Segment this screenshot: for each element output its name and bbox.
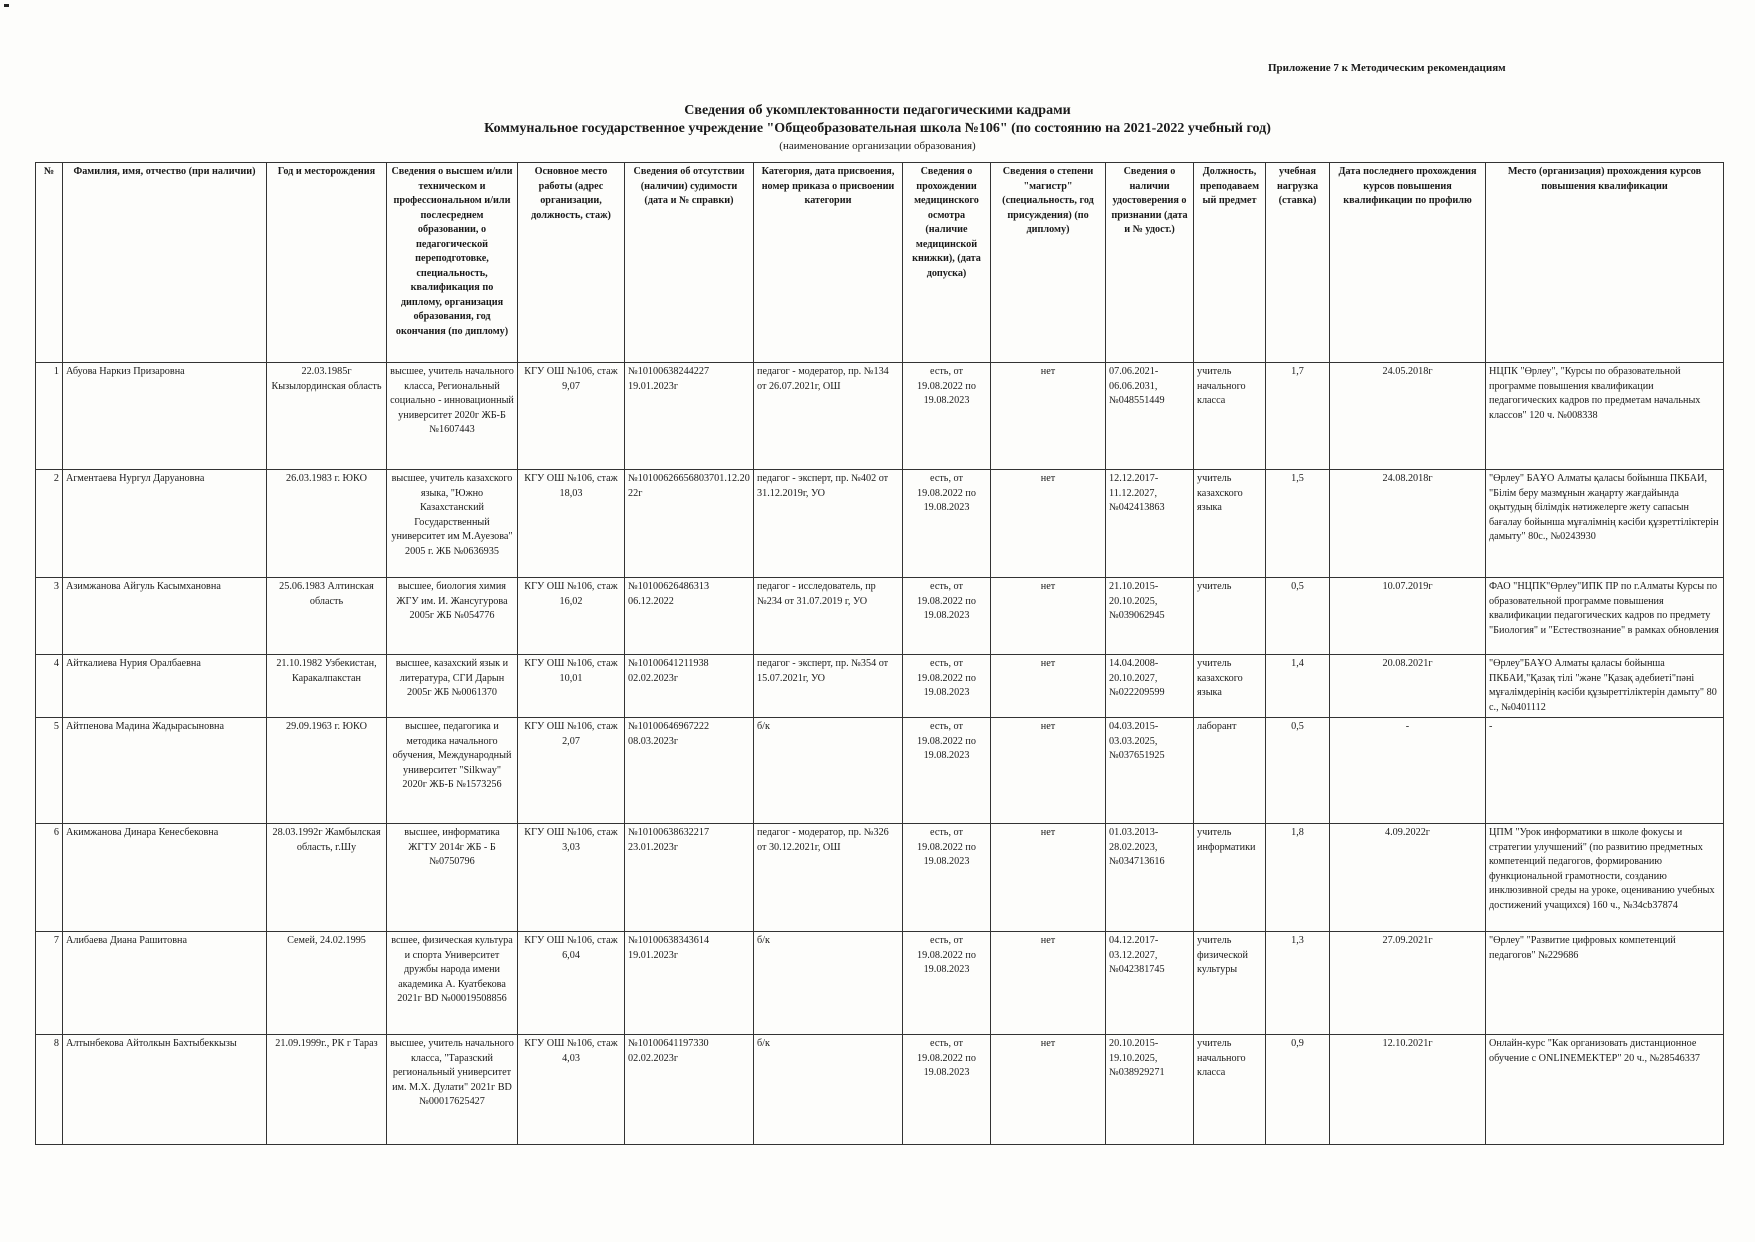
cell-number: 2 bbox=[36, 470, 63, 578]
cell-certificate: 14.04.2008-20.10.2027, №022209599 bbox=[1106, 655, 1194, 718]
cell-load: 1,4 bbox=[1266, 655, 1330, 718]
cell-master: нет bbox=[991, 363, 1106, 470]
cell-name: Азимжанова Айгуль Касымхановна bbox=[63, 578, 267, 655]
cell-education: всшее, физическая культура и спорта Университет дружбы народа имени академика А. Куатбекова 2021г BD №00019508856 bbox=[387, 932, 518, 1035]
table-row bbox=[36, 932, 1724, 1035]
cell-load: 1,7 bbox=[1266, 363, 1330, 470]
col-header-course-place: Место (организация) прохождения курсов повышения квалификации bbox=[1486, 163, 1724, 363]
cell-number: 8 bbox=[36, 1035, 63, 1145]
cell-name: Акимжанова Динара Кенесбековна bbox=[63, 824, 267, 932]
cell-position: учитель казахского языка bbox=[1194, 470, 1266, 578]
cell-load: 1,3 bbox=[1266, 932, 1330, 1035]
cell-master: нет bbox=[991, 932, 1106, 1035]
cell-number: 5 bbox=[36, 718, 63, 824]
cell-medical: есть, от 19.08.2022 по 19.08.2023 bbox=[903, 363, 991, 470]
col-header-certificate: Сведения о наличии удостоверения о признании (дата и № удост.) bbox=[1106, 163, 1194, 363]
cell-course-place: ФАО "НЦПК"Өрлеу"ИПК ПР по г.Алматы Курсы по образовательной программе повышения квалификации педагогических кадров по предмету "Биология" и "Естествознание" в рамках обновления bbox=[1486, 578, 1724, 655]
table-row bbox=[36, 1035, 1724, 1145]
cell-education: высшее, учитель начального класса, "Таразский региональный университет им. М.Х. Дулати" 2021г BD №00017625427 bbox=[387, 1035, 518, 1145]
cell-load: 0,5 bbox=[1266, 718, 1330, 824]
cell-course-date: - bbox=[1330, 718, 1486, 824]
table-row bbox=[36, 718, 1724, 824]
cell-position: учитель bbox=[1194, 578, 1266, 655]
table-row bbox=[36, 655, 1724, 718]
cell-certificate: 20.10.2015-19.10.2025, №038929271 bbox=[1106, 1035, 1194, 1145]
cell-load: 0,9 bbox=[1266, 1035, 1330, 1145]
cell-number: 1 bbox=[36, 363, 63, 470]
cell-workplace: КГУ ОШ №106, стаж 4,03 bbox=[518, 1035, 625, 1145]
cell-master: нет bbox=[991, 655, 1106, 718]
cell-course-date: 27.09.2021г bbox=[1330, 932, 1486, 1035]
cell-position: учитель начального класса bbox=[1194, 363, 1266, 470]
cell-position: учитель информатики bbox=[1194, 824, 1266, 932]
cell-criminal-record: №10100638244227 19.01.2023г bbox=[625, 363, 754, 470]
cell-birth: 29.09.1963 г. ЮКО bbox=[267, 718, 387, 824]
cell-position: учитель физической культуры bbox=[1194, 932, 1266, 1035]
cell-name: Алтынбекова Айтолкын Бахтыбеккызы bbox=[63, 1035, 267, 1145]
cell-course-date: 24.05.2018г bbox=[1330, 363, 1486, 470]
cell-medical: есть, от 19.08.2022 по 19.08.2023 bbox=[903, 932, 991, 1035]
cell-category: педагог - исследователь, пр №234 от 31.07.2019 г, УО bbox=[754, 578, 903, 655]
col-header-birth: Год и месторождения bbox=[267, 163, 387, 363]
cell-name: Айткалиева Нурия Оралбаевна bbox=[63, 655, 267, 718]
cell-course-date: 24.08.2018г bbox=[1330, 470, 1486, 578]
table-header-row bbox=[36, 163, 1724, 363]
cell-certificate: 04.12.2017-03.12.2027, №042381745 bbox=[1106, 932, 1194, 1035]
cell-course-place: - bbox=[1486, 718, 1724, 824]
cell-certificate: 21.10.2015-20.10.2025, №039062945 bbox=[1106, 578, 1194, 655]
cell-criminal-record: №10100626486313 06.12.2022 bbox=[625, 578, 754, 655]
cell-criminal-record: №10100638632217 23.01.2023г bbox=[625, 824, 754, 932]
cell-course-place: "Өрлеу"БАҰО Алматы қаласы бойынша ПКБАИ,"Қазақ тілі "және "Қазақ әдебиеті"пәні мұғалімдерінің кәсіби құзыреттіліктерін дамыту" 80 с., №0401112 bbox=[1486, 655, 1724, 718]
cell-position: учитель начального класса bbox=[1194, 1035, 1266, 1145]
cell-certificate: 04.03.2015-03.03.2025, №037651925 bbox=[1106, 718, 1194, 824]
col-header-medical: Сведения о прохождении медицинского осмотра (наличие медицинской книжки), (дата допуска) bbox=[903, 163, 991, 363]
cell-name: Абуова Наркиз Призаровна bbox=[63, 363, 267, 470]
cell-master: нет bbox=[991, 578, 1106, 655]
appendix-note: Приложение 7 к Методическим рекомендациям bbox=[1268, 62, 1506, 74]
table-row bbox=[36, 363, 1724, 470]
cell-birth: 21.10.1982 Узбекистан, Каракалпакстан bbox=[267, 655, 387, 718]
cell-name: Агментаева Нургул Даруановна bbox=[63, 470, 267, 578]
cell-category: педагог - модератор, пр. №326 от 30.12.2021г, ОШ bbox=[754, 824, 903, 932]
cell-medical: есть, от 19.08.2022 по 19.08.2023 bbox=[903, 578, 991, 655]
cell-load: 1,5 bbox=[1266, 470, 1330, 578]
cell-education: высшее, казахский язык и литература, СГИ Дарын 2005г ЖБ №0061370 bbox=[387, 655, 518, 718]
col-header-load: учебная нагрузка (ставка) bbox=[1266, 163, 1330, 363]
cell-course-place: "Өрлеу" БАҰО Алматы қаласы бойынша ПКБАИ, "Білім беру мазмұнын жаңарту жағдайында оқытудың білімдік нәтижелерге жету сапасын бағалау бойынша мұғалімнің кәсіби құзреттіліктерін дамыту" 80с., №0243930 bbox=[1486, 470, 1724, 578]
cell-birth: 21.09.1999г., РК г Тараз bbox=[267, 1035, 387, 1145]
cell-birth: 28.03.1992г Жамбылская область, г.Шу bbox=[267, 824, 387, 932]
col-header-course-date: Дата последнего прохождения курсов повышения квалификации по профилю bbox=[1330, 163, 1486, 363]
cell-master: нет bbox=[991, 824, 1106, 932]
cell-workplace: КГУ ОШ №106, стаж 16,02 bbox=[518, 578, 625, 655]
table-row bbox=[36, 470, 1724, 578]
cell-birth: 22.03.1985г Кызылординская область bbox=[267, 363, 387, 470]
table-row bbox=[36, 824, 1724, 932]
cell-certificate: 12.12.2017-11.12.2027, №042413863 bbox=[1106, 470, 1194, 578]
cell-criminal-record: №10100646967222 08.03.2023г bbox=[625, 718, 754, 824]
cell-master: нет bbox=[991, 718, 1106, 824]
cell-workplace: КГУ ОШ №106, стаж 18,03 bbox=[518, 470, 625, 578]
organization-title: Коммунальное государственное учреждение "Общеобразовательная школа №106" (по состоянию на 2021-2022 учебный год) bbox=[484, 121, 1271, 136]
col-header-education: Сведения о высшем и/или техническом и профессиональном и/или послесреднем образовании, о педагогической переподготовке, специальность, квалификация по диплому, организация образования, год окончания (по диплому) bbox=[387, 163, 518, 363]
col-header-master: Сведения о степени "магистр" (специальность, год присуждения) (по диплому) bbox=[991, 163, 1106, 363]
cell-position: учитель казахского языка bbox=[1194, 655, 1266, 718]
cell-birth: 25.06.1983 Алтинская область bbox=[267, 578, 387, 655]
col-header-category: Категория, дата присвоения, номер приказа о присвоении категории bbox=[754, 163, 903, 363]
cell-birth: 26.03.1983 г. ЮКО bbox=[267, 470, 387, 578]
table-row bbox=[36, 578, 1724, 655]
staff-table bbox=[35, 162, 1724, 1145]
cell-category: педагог - эксперт, пр. №354 от 15.07.2021г, УО bbox=[754, 655, 903, 718]
col-header-criminal-record: Сведения об отсутствии (наличии) судимости (дата и № справки) bbox=[625, 163, 754, 363]
cell-number: 7 bbox=[36, 932, 63, 1035]
cell-category: б/к bbox=[754, 718, 903, 824]
cell-category: б/к bbox=[754, 932, 903, 1035]
cell-course-date: 4.09.2022г bbox=[1330, 824, 1486, 932]
cell-number: 6 bbox=[36, 824, 63, 932]
cell-course-place: "Өрлеу" "Развитие цифровых компетенций педагогов" №229686 bbox=[1486, 932, 1724, 1035]
cell-course-place: НЦПК "Өрлеу", "Курсы по образовательной программе повышения квалификации педагогических кадров по предметам начальных классов" 120 ч. №008338 bbox=[1486, 363, 1724, 470]
cell-certificate: 07.06.2021-06.06.2031, №048551449 bbox=[1106, 363, 1194, 470]
cell-master: нет bbox=[991, 1035, 1106, 1145]
cell-number: 4 bbox=[36, 655, 63, 718]
cell-medical: есть, от 19.08.2022 по 19.08.2023 bbox=[903, 718, 991, 824]
cell-criminal-record: №10100626656803701.12.2022г bbox=[625, 470, 754, 578]
cell-criminal-record: №10100638343614 19.01.2023г bbox=[625, 932, 754, 1035]
cell-medical: есть, от 19.08.2022 по 19.08.2023 bbox=[903, 1035, 991, 1145]
cell-workplace: КГУ ОШ №106, стаж 3,03 bbox=[518, 824, 625, 932]
cell-education: высшее, учитель начального класса, Региональный социально - инновационный университет 2020г ЖБ-Б №1607443 bbox=[387, 363, 518, 470]
cell-master: нет bbox=[991, 470, 1106, 578]
cell-category: педагог - модератор, пр. №134 от 26.07.2021г, ОШ bbox=[754, 363, 903, 470]
cell-medical: есть, от 19.08.2022 по 19.08.2023 bbox=[903, 470, 991, 578]
col-header-name: Фамилия, имя, отчество (при наличии) bbox=[63, 163, 267, 363]
cell-education: высшее, педагогика и методика начального обучения, Международный университет "Silkway" 2020г ЖБ-Б №1573256 bbox=[387, 718, 518, 824]
col-header-workplace: Основное место работы (адрес организации, должность, стаж) bbox=[518, 163, 625, 363]
cell-load: 0,5 bbox=[1266, 578, 1330, 655]
cell-category: б/к bbox=[754, 1035, 903, 1145]
cell-name: Айтпенова Мадина Жадырасыновна bbox=[63, 718, 267, 824]
cell-course-date: 20.08.2021г bbox=[1330, 655, 1486, 718]
cell-workplace: КГУ ОШ №106, стаж 9,07 bbox=[518, 363, 625, 470]
cell-load: 1,8 bbox=[1266, 824, 1330, 932]
cell-number: 3 bbox=[36, 578, 63, 655]
cell-course-place: ЦПМ "Урок информатики в школе фокусы и стратегии улучшений" (по развитию предметных компетенций педагогов, формированию функциональной грамотности, созданию инклюзивной среды на уроке, оцениванию учебных достижений учащихся) 160 ч., №34cb37874 bbox=[1486, 824, 1724, 932]
organization-note: (наименование организации образования) bbox=[779, 140, 976, 152]
cell-course-place: Онлайн-курс "Как организовать дистанционное обучение с ONLINEMEKTEP" 20 ч., №28546337 bbox=[1486, 1035, 1724, 1145]
cell-criminal-record: №10100641197330 02.02.2023г bbox=[625, 1035, 754, 1145]
cell-workplace: КГУ ОШ №106, стаж 2,07 bbox=[518, 718, 625, 824]
cell-category: педагог - эксперт, пр. №402 от 31.12.2019г, УО bbox=[754, 470, 903, 578]
cell-medical: есть, от 19.08.2022 по 19.08.2023 bbox=[903, 824, 991, 932]
col-header-position: Должность, преподаваемый предмет bbox=[1194, 163, 1266, 363]
cell-workplace: КГУ ОШ №106, стаж 10,01 bbox=[518, 655, 625, 718]
cell-medical: есть, от 19.08.2022 по 19.08.2023 bbox=[903, 655, 991, 718]
cell-course-date: 12.10.2021г bbox=[1330, 1035, 1486, 1145]
cell-course-date: 10.07.2019г bbox=[1330, 578, 1486, 655]
cell-birth: Семей, 24.02.1995 bbox=[267, 932, 387, 1035]
col-header-number: № bbox=[36, 163, 63, 363]
cell-education: высшее, информатика ЖГТУ 2014г ЖБ - Б №0750796 bbox=[387, 824, 518, 932]
cell-education: высшее, учитель казахского языка, "Южно Казахстанский Государственный университет им М.Ауезова" 2005 г. ЖБ №0636935 bbox=[387, 470, 518, 578]
cell-position: лаборант bbox=[1194, 718, 1266, 824]
cell-name: Алибаева Диана Рашитовна bbox=[63, 932, 267, 1035]
cell-workplace: КГУ ОШ №106, стаж 6,04 bbox=[518, 932, 625, 1035]
cell-certificate: 01.03.2013-28.02.2023, №034713616 bbox=[1106, 824, 1194, 932]
scan-artifact bbox=[4, 4, 9, 7]
cell-criminal-record: №10100641211938 02.02.2023г bbox=[625, 655, 754, 718]
cell-education: высшее, биология химия ЖГУ им. И. Жансугурова 2005г ЖБ №054776 bbox=[387, 578, 518, 655]
document-title: Сведения об укомплектованности педагогическими кадрами bbox=[684, 103, 1071, 118]
